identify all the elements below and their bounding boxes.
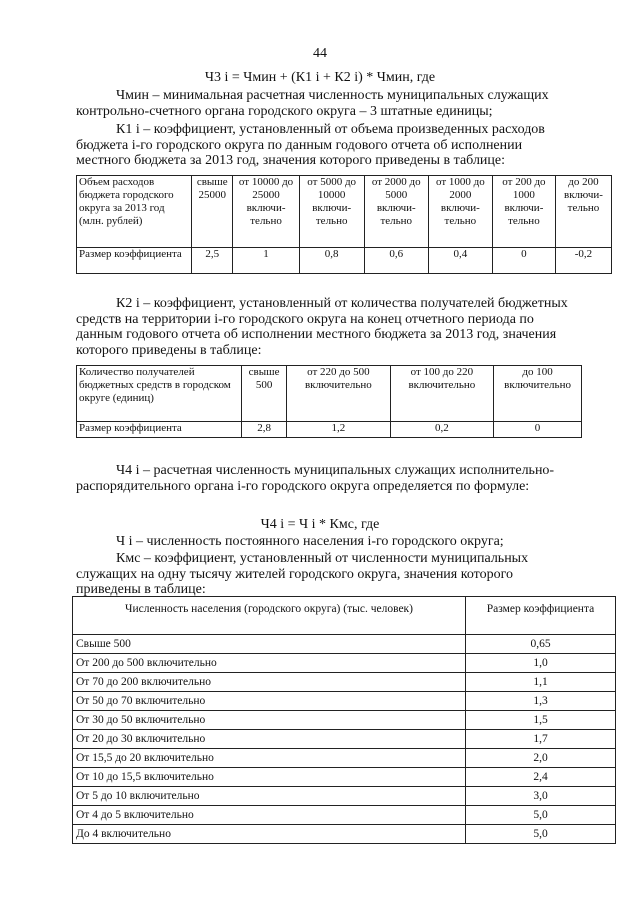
text-line: приведены в таблице: — [76, 582, 206, 597]
coefficient-value: 1,3 — [466, 692, 616, 711]
coefficient-value: 1,1 — [466, 673, 616, 692]
table-row — [73, 635, 616, 654]
coefficient-value: 1,0 — [466, 654, 616, 673]
coefficient-value: 1,5 — [466, 711, 616, 730]
population-range: От 20 до 30 включительно — [73, 730, 466, 749]
table1-col-header: от 5000 до 10000 включи-тельно — [299, 176, 364, 248]
paragraph-chmin — [76, 88, 612, 119]
table2-value: 0,2 — [390, 422, 493, 438]
text-line: которого приведены в таблице: — [76, 342, 262, 358]
text-line: контрольно-счетного органа городского округа – 3 штатные единицы; — [76, 103, 493, 119]
paragraph-k1 — [76, 122, 612, 169]
paragraph-ch4 — [76, 463, 612, 494]
table3-header-coefficient: Размер коэффициента — [466, 597, 616, 635]
text-line: средств на территории i-го городского округа на конец отчетного периода по — [76, 311, 534, 327]
coefficient-value: 3,0 — [466, 787, 616, 806]
table1-col-header: от 10000 до 25000 включи-тельно — [233, 176, 299, 248]
population-range: До 4 включительно — [73, 825, 466, 844]
text-line: распорядительного органа i-го городского округа определяется по формуле: — [76, 478, 530, 494]
paragraph-k2 — [76, 296, 612, 358]
population-range: От 15,5 до 20 включительно — [73, 749, 466, 768]
table-row — [73, 749, 616, 768]
table1-value: 2,5 — [192, 248, 233, 274]
population-range: От 70 до 200 включительно — [73, 673, 466, 692]
coefficient-value: 2,4 — [466, 768, 616, 787]
text-line: служащих на одну тысячу жителей городского округа, значения которого — [76, 566, 513, 582]
table1-col-header: от 200 до 1000 включи-тельно — [492, 176, 555, 248]
table-row — [73, 692, 616, 711]
table-row — [73, 806, 616, 825]
table3-header-population: Численность населения (городского округа) (тыс. человек) — [73, 597, 466, 635]
text-line: местного бюджета за 2013 год, значения которого приведены в таблице: — [76, 153, 506, 168]
population-range: От 200 до 500 включительно — [73, 654, 466, 673]
table-row — [73, 730, 616, 749]
text-line: Кмс – коэффициент, установленный от численности муниципальных — [116, 551, 529, 566]
table1-row-label: Размер коэффициента — [77, 248, 192, 274]
page-number: 44 — [313, 46, 327, 61]
table2-col-header: до 100 включительно — [494, 366, 582, 422]
table1-value: 0,6 — [364, 248, 428, 274]
population-range: От 5 до 10 включительно — [73, 787, 466, 806]
text-line: Ч4 i – расчетная численность муниципальных служащих исполнительно- — [116, 463, 555, 478]
table-expenditure-coefficient — [76, 175, 612, 274]
table2-header-label: Количество получателей бюджетных средств в городском округе (единиц) — [77, 366, 242, 422]
coefficient-value: 1,7 — [466, 730, 616, 749]
table2-value: 0 — [494, 422, 582, 438]
table2-value: 1,2 — [287, 422, 390, 438]
table-recipients-coefficient — [76, 365, 582, 438]
table2-col-header: свыше 500 — [242, 366, 287, 422]
table-row — [73, 825, 616, 844]
table1-col-header: от 2000 до 5000 включи-тельно — [364, 176, 428, 248]
text-line: данным годового отчета об исполнении местного бюджета за 2013 год, значения — [76, 327, 557, 342]
coefficient-value: 5,0 — [466, 806, 616, 825]
coefficient-value: 5,0 — [466, 825, 616, 844]
coefficient-value: 2,0 — [466, 749, 616, 768]
table-population-coefficient — [72, 596, 616, 844]
table2-col-header: от 100 до 220 включительно — [390, 366, 493, 422]
table2-col-header: от 220 до 500 включительно — [287, 366, 390, 422]
table-row — [73, 673, 616, 692]
table1-value: 0 — [492, 248, 555, 274]
population-range: От 50 до 70 включительно — [73, 692, 466, 711]
paragraph-ch-i — [76, 534, 612, 550]
table2-row-label: Размер коэффициента — [77, 422, 242, 438]
table2-value: 2,8 — [242, 422, 287, 438]
table-row — [73, 654, 616, 673]
table-row — [73, 711, 616, 730]
population-range: От 10 до 15,5 включительно — [73, 768, 466, 787]
table-row — [73, 768, 616, 787]
formula-ch3: Ч3 i = Чмин + (К1 i + К2 i) * Чмин, где — [204, 70, 436, 85]
population-range: От 30 до 50 включительно — [73, 711, 466, 730]
text-line: бюджета i-го городского округа по данным годового отчета об исполнении — [76, 137, 523, 153]
text-line: Ч i – численность постоянного населения i-го городского округа; — [116, 534, 504, 549]
population-range: От 4 до 5 включительно — [73, 806, 466, 825]
table1-col-header: до 200 включи-тельно — [555, 176, 611, 248]
text-line: К2 i – коэффициент, установленный от количества получателей бюджетных — [116, 296, 568, 311]
table1-header-label: Объем расходов бюджета городского округа за 2013 год (млн. рублей) — [77, 176, 192, 248]
formula-ch4: Ч4 i = Ч i * Кмс, где — [260, 517, 380, 532]
table-row — [73, 787, 616, 806]
table1-value: 0,4 — [428, 248, 492, 274]
table1-col-header: от 1000 до 2000 включи-тельно — [428, 176, 492, 248]
population-range: Свыше 500 — [73, 635, 466, 654]
text-line: К1 i – коэффициент, установленный от объема произведенных расходов — [116, 122, 545, 137]
table1-col-header: свыше 25000 — [192, 176, 233, 248]
table1-value: 1 — [233, 248, 299, 274]
paragraph-kms — [76, 551, 612, 598]
text-line: Чмин – минимальная расчетная численность муниципальных служащих — [116, 88, 549, 103]
table1-value: -0,2 — [555, 248, 611, 274]
table1-value: 0,8 — [299, 248, 364, 274]
coefficient-value: 0,65 — [466, 635, 616, 654]
